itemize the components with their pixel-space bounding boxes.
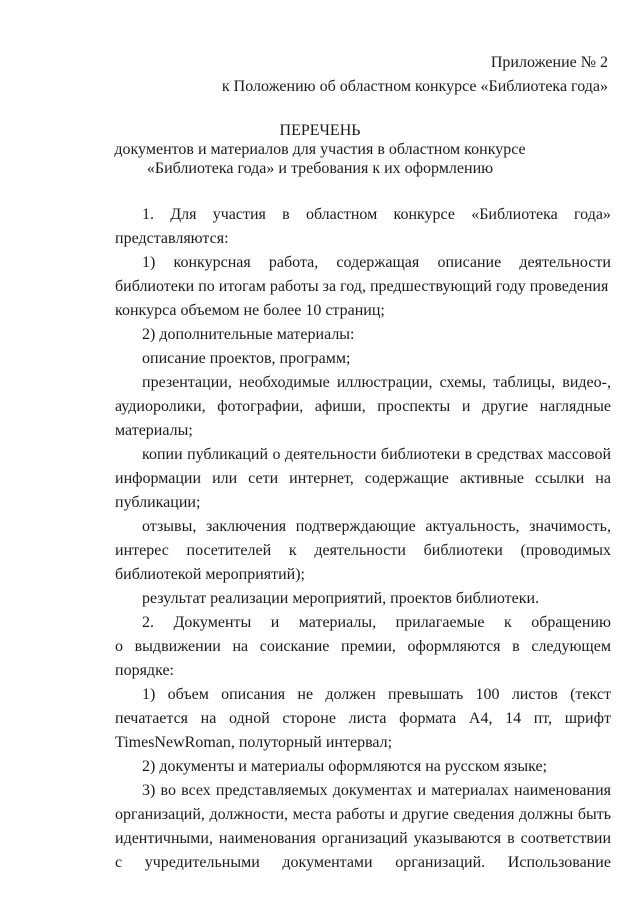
word: в [512,638,520,655]
paragraph-9-line-3: порядке: [115,662,174,679]
paragraph-12-line-1: 3) во всех представляемых документах и материалах наименования [142,782,611,799]
paragraph-2-line-1 [142,253,611,273]
word: работа, [268,254,319,271]
word: сети [248,470,279,487]
word: ссылки [535,470,585,487]
word: отзывы, [142,518,197,535]
word: превышать [388,686,464,703]
document-subtitle-line-1: документов и материалов для участия в областном конкурсе [114,141,526,158]
paragraph-1-line-1 [142,205,611,225]
word: областном [305,206,378,223]
word: учредительными [144,854,260,871]
word: прилагаемые [395,614,485,631]
paragraph-12-line-4 [115,853,611,873]
word: афиши, [314,398,366,415]
word: конкурсе [393,206,455,223]
paragraph-9-line-1 [142,613,611,633]
paragraph-11: 2) документы и материалы оформляются на русском языке; [142,758,548,775]
word: 1) [142,686,156,703]
word: актуальность, [425,518,520,535]
paragraph-5-line-1 [142,373,611,393]
word: видео-, [562,374,611,391]
paragraph-12-line-2: организаций, должности, места работы и другие сведения должны быть [115,806,611,823]
paragraph-7-line-1 [142,517,611,537]
word: в [282,206,290,223]
paragraph-7-line-2 [115,541,611,561]
word: 2. [142,614,154,631]
word: к [288,542,297,559]
word: презентации, [142,374,232,391]
word: описания [221,686,286,703]
word: Для [170,206,197,223]
paragraph-9-line-2 [115,637,611,657]
word: 14 [505,710,522,727]
paragraph-5-line-2 [115,397,611,417]
word: описание [437,254,502,271]
word: проспекты [377,398,451,415]
appendix-number: Приложение № 2 [490,54,608,71]
word: интернет, [289,470,354,487]
word: посетителей [186,542,272,559]
paragraph-2-line-3: конкурса объемом не более 10 страниц; [115,302,385,319]
word: таблицы, [493,374,556,391]
paragraph-3: 2) дополнительные материалы: [142,326,355,343]
paragraph-12-line-3: идентичными, наименования организаций указываются в соответствии [115,830,611,847]
word: 1. [142,206,154,223]
word: организаций. [395,854,486,871]
word: и [461,398,471,415]
word: заключения [205,518,287,535]
word: аудиоролики, [115,398,206,415]
word: о [115,638,123,655]
word: к [503,614,512,631]
word: активные [459,470,525,487]
word: 100 [475,686,500,703]
word: соискание [259,638,330,655]
word: премии, [341,638,396,655]
word: интерес [115,542,169,559]
paragraph-10-line-2 [115,709,611,729]
paragraph-10-line-3: TimesNewRoman, полуторный интервал; [115,734,393,751]
paragraph-10-line-1 [142,685,611,705]
word: конкурсная [173,254,251,271]
word: объем [167,686,209,703]
word: и [270,614,280,631]
word: Использование [507,854,611,871]
word: листов [511,686,558,703]
word: необходимые [238,374,330,391]
word: участия [212,206,266,223]
word: печатается [115,710,189,727]
appendix-regulation: к Положению об областном конкурсе «Библиотека года» [221,78,608,95]
word: схемы, [439,374,487,391]
word: на [232,638,249,655]
paragraph-6-line-1: копии публикаций о деятельности библиотеки в средствах массовой [142,446,611,463]
word: (проводимых [520,542,611,559]
word: материалы, [298,614,377,631]
word: на [200,710,217,727]
paragraph-6-line-3: публикации; [115,494,201,511]
word: пт, [533,710,553,727]
paragraph-6-line-2 [115,469,611,489]
word: «Библиотека [471,206,558,223]
word: 1) [142,254,156,271]
word: формата [399,710,457,727]
word: листа [348,710,387,727]
word: подтверждающие [295,518,416,535]
word: значимость, [529,518,611,535]
word: (текст [570,686,611,703]
word: стороне [282,710,336,727]
word: оформляются [407,638,501,655]
word: содержащие [364,470,449,487]
paragraph-4: описание проектов, программ; [142,350,351,367]
paragraph-7-line-3: библиотекой мероприятий); [115,566,305,583]
document-title: ПЕРЕЧЕНЬ [279,122,361,139]
word: иллюстрации, [336,374,433,391]
word: года» [573,206,611,223]
word: фотографии, [217,398,304,415]
paragraph-1-line-2: представляются: [115,230,229,247]
word: должен [325,686,376,703]
word: или [212,470,238,487]
paragraph-2-line-2: библиотеки по итогам работы за год, предшествующий году проведения [115,278,609,295]
word: на [595,470,611,487]
word: с [115,854,123,871]
word: документами [282,854,373,871]
word: выдвижении [134,638,221,655]
word: одной [228,710,270,727]
word: деятельности [519,254,611,271]
word: А4, [468,710,493,727]
word: другие [481,398,529,415]
word: библиотеки [423,542,503,559]
word: информации [115,470,202,487]
paragraph-5-line-3: материалы; [115,422,193,439]
word: следующем [531,638,611,655]
word: не [297,686,314,703]
word: Документы [173,614,252,631]
word: шрифт [564,710,611,727]
paragraph-8: результат реализации мероприятий, проектов библиотеки. [142,590,540,607]
word: наглядные [539,398,611,415]
document-subtitle-line-2: «Библиотека года» и требования к их оформлению [146,160,494,177]
word: обращению [531,614,611,631]
word: деятельности [314,542,406,559]
word: содержащая [336,254,420,271]
